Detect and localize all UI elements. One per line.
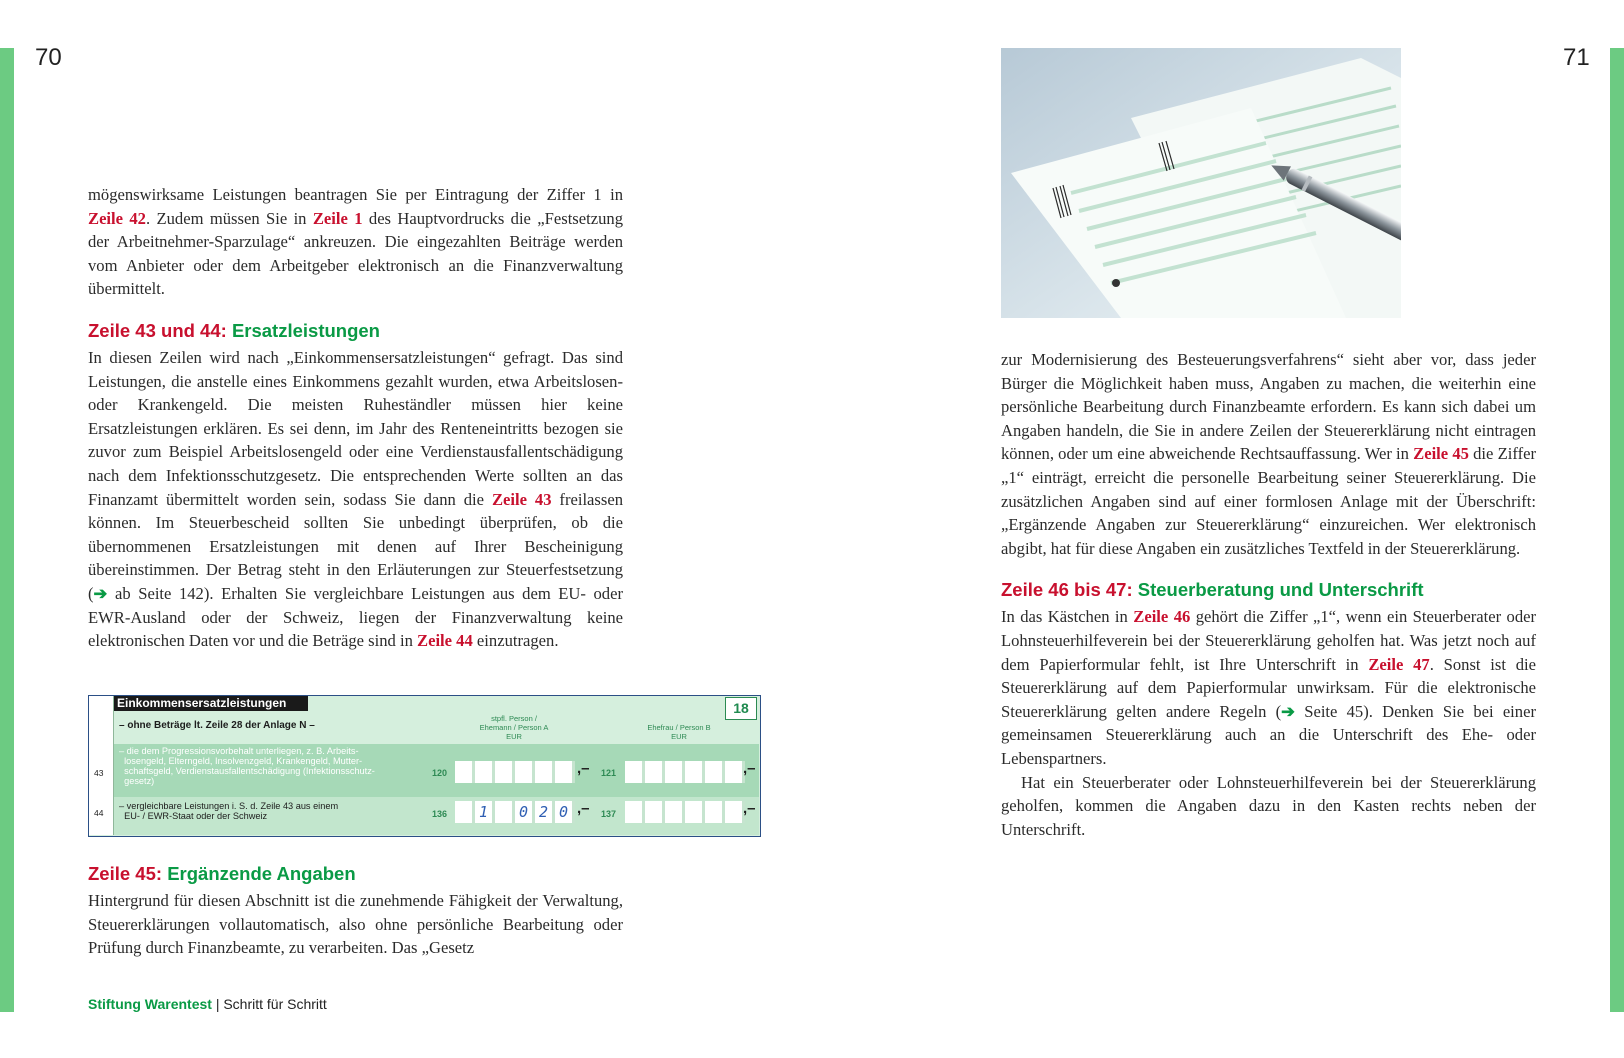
digit-box[interactable]	[665, 761, 685, 783]
text-run: In das Kästchen in	[1001, 607, 1134, 627]
text-run: In diesen Zeilen wird nach „Einkommensersatzleistungen“ gefragt. Das sind Leistungen, die anstelle eines Einkommens gezahlt wurden, etwa Arbeitslosen- oder Krankengeld. Die meisten Ruheständler müssen hier keine Ersatzleistungen erklären. Es sei denn, im Jahr des Renteneintritts bezogen sie zuvor zum Beispiel Arbeitslosengeld oder eine Verdienstausfallentschädigung nach dem Infektionsschutzgesetz. Die entsprechenden Werte sollten an das Finanzamt übermittelt worden sein, sodass Sie dann die	[88, 347, 623, 509]
heading-zeile-46-47: Zeile 46 bis 47: Steuerberatung und Unterschrift	[1001, 579, 1424, 601]
line-reference: Zeile 42	[88, 208, 146, 228]
tax-forms-pen-illustration	[1001, 48, 1401, 318]
line-reference: Zeile 44	[417, 631, 473, 651]
digit-box[interactable]: 0	[515, 801, 535, 823]
text-run: freilassen können. Im Steuerbescheid sollten Sie unbedingt überprüfen, ob die übernommenen Ersatzleistungen mit denen auf Ihrer Bescheinigung übereinstimmen. Der Betrag steht in den Erläuterungen zur Steuerfestsetzung (	[88, 489, 624, 603]
paragraph-unterschrift	[1001, 771, 1536, 842]
form-column-head-b: Ehefrau / Person B EUR	[647, 723, 711, 741]
form-suffix-136: ,–	[577, 800, 590, 817]
digit-box[interactable]	[455, 801, 475, 823]
form-suffix-120: ,–	[577, 760, 590, 777]
form-suffix-137: ,–	[743, 800, 756, 817]
text-run: Hintergrund für diesen Abschnitt ist die zunehmende Fähigkeit der Verwaltung, Steuererklärungen vollautomatisch, also ohne persönliche Bearbeitung oder Prüfung durch Finanzbeamte, zu verarbeiten. Das „Gesetz	[88, 891, 623, 958]
digit-box[interactable]	[495, 761, 515, 783]
digit-box[interactable]	[475, 761, 495, 783]
text-run: gehört die Ziffer „1“, wenn ein Steuerberater oder Lohnsteuerhilfeverein bei der Steuererklärung geholfen hat. Was jetzt noch auf dem Papierformular fehlt, ist Ihre Unterschrift in	[1001, 607, 1537, 674]
intro-paragraph	[88, 183, 623, 301]
digit-box[interactable]	[725, 801, 745, 823]
line-reference: Zeile 1	[312, 208, 363, 228]
page-number-right: 71	[1563, 44, 1590, 71]
paragraph-steuerberatung	[1001, 605, 1536, 770]
line-reference: Zeile 47	[1368, 654, 1430, 674]
form-section-number: 18	[725, 697, 757, 720]
text-run: zur Modernisierung des Besteuerungsverfahrens“ sieht aber vor, dass jeder Bürger die Möglichkeit haben muss, Angaben zu machen, die weiterhin eine persönliche Bearbeitung durch Finanzbeamte erfordern. Es kann sich dabei um Angaben handeln, die Sie in andere Zeilen der Steuererklärung nicht eintragen können, oder um eine abweichende Rechtsauffassung. Wer in	[1001, 350, 1536, 464]
form-field-137[interactable]	[625, 801, 745, 823]
text-run: Seite 45). Denken Sie bei einer gemeinsamen Steuererklärung auch an die Unterschrift des Ehe- oder Lebenspartners.	[1001, 701, 1536, 768]
right-column	[1001, 348, 1536, 841]
form-row-43-number: 43	[94, 768, 104, 778]
digit-box[interactable]	[645, 801, 665, 823]
page-number-left: 70	[35, 44, 62, 71]
form-suffix-121: ,–	[743, 760, 756, 777]
digit-box[interactable]	[555, 761, 575, 783]
footer-separator: |	[215, 996, 220, 1012]
digit-box[interactable]	[515, 761, 535, 783]
heading-zeile-43-44: Zeile 43 und 44: Ersatzleistungen	[88, 319, 380, 341]
right-page-edge-bar	[1610, 48, 1624, 1012]
text-run: Hat ein Steuerberater oder Lohnsteuerhilfeverein bei der Steuererklärung geholfen, kommen die Angaben dazu in den Kasten rechts neben der Unterschrift.	[1001, 772, 1536, 839]
form-row-43-text: – die dem Progressionsvorbehalt unterliegen, z. B. Arbeits- losengeld, Elterngeld, Insolvenzgeld, Krankengeld, Mutter- schaftsgeld, Verdienstausfallentschädigung (Infektionsschutz- gesetz)	[119, 746, 375, 786]
digit-box[interactable]: 2	[535, 801, 555, 823]
form-row-44-text: – vergleichbare Leistungen i. S. d. Zeile 43 aus einem EU- / EWR-Staat oder der Schweiz	[119, 801, 339, 821]
text-run: die Ziffer „1“ einträgt, erreicht die personelle Bearbeitung seiner Steuererklärung. Die zusätzlichen Angaben sind auf einer formlosen Anlage mit der Überschrift: „Ergänzende Angaben zur Steuererklärung“ einzureichen. Wer elektronisch abgibt, hat für diese Angaben ein zusätzliches Textfeld in der Steuererklärung.	[1001, 444, 1536, 558]
text-run: mögenswirksame Leistungen beantragen Sie per Eintragung der Ziffer 1 in	[88, 185, 623, 204]
heading-zeile-45: Zeile 45: Ergänzende Angaben	[88, 863, 356, 884]
line-reference: Zeile 45	[1413, 444, 1469, 464]
tax-form-excerpt	[88, 695, 761, 837]
digit-box[interactable]	[665, 801, 685, 823]
digit-box[interactable]	[455, 761, 475, 783]
form-code-137: 137	[601, 809, 617, 819]
footer-brand: Stiftung Warentest	[88, 996, 212, 1012]
line-reference: Zeile 46	[1133, 607, 1191, 627]
digit-box[interactable]	[625, 761, 645, 783]
digit-box[interactable]	[535, 761, 555, 783]
text-run: ab Seite 142). Erhalten Sie vergleichbare Leistungen aus dem EU- oder EWR-Ausland oder der Schweiz, liegen der Finanzverwaltung keine elektronischen Daten vor und die Beträge sind in	[88, 583, 623, 651]
paragraph-ergaenzende-angaben	[88, 889, 623, 960]
form-row-intro: – ohne Beträge lt. Zeile 28 der Anlage N –	[119, 720, 315, 731]
text-run: . Sonst ist die Steuererklärung auf dem Papierformular unwirksam. Für die elektronische Steuererklärung gelten andere Regeln (	[1001, 654, 1536, 721]
left-page-edge-bar	[0, 48, 14, 1012]
line-reference: Zeile 43	[491, 489, 552, 509]
text-run: . Zudem müssen Sie in	[145, 208, 313, 228]
form-row-44-number: 44	[94, 808, 104, 818]
text-run: einzutragen.	[472, 631, 559, 651]
tax-forms-photo	[1001, 48, 1401, 318]
digit-box[interactable]	[495, 801, 515, 823]
form-field-120[interactable]	[455, 761, 575, 783]
digit-box[interactable]	[725, 761, 745, 783]
form-field-136[interactable]	[455, 801, 575, 823]
digit-box[interactable]: 0	[555, 801, 575, 823]
paragraph-ersatzleistungen	[88, 346, 623, 653]
arrow-right-icon: ➔	[1281, 701, 1296, 721]
arrow-right-icon: ➔	[93, 583, 108, 603]
footer-series: Schritt für Schritt	[223, 996, 327, 1012]
digit-box[interactable]	[685, 801, 705, 823]
form-field-121[interactable]	[625, 761, 745, 783]
footer	[88, 996, 327, 1012]
left-column-bottom	[88, 846, 623, 960]
digit-box[interactable]	[705, 801, 725, 823]
digit-box[interactable]: 1	[475, 801, 495, 823]
text-run: des Hauptvordrucks die „Festsetzung der Arbeitnehmer-Sparzulage“ ankreuzen. Die eingezahlten Beiträge werden vom Anbieter oder dem Arbeitgeber elektronisch an die Finanzverwaltung übermittelt.	[88, 208, 623, 299]
form-code-136: 136	[432, 809, 448, 819]
digit-box[interactable]	[645, 761, 665, 783]
form-column-head-a: stpfl. Person / Ehemann / Person A EUR	[479, 714, 549, 741]
form-code-120: 120	[432, 768, 448, 778]
left-column-top	[88, 183, 623, 653]
digit-box[interactable]	[625, 801, 645, 823]
digit-box[interactable]	[705, 761, 725, 783]
form-code-121: 121	[601, 768, 617, 778]
digit-box[interactable]	[685, 761, 705, 783]
form-title: Einkommensersatzleistungen	[114, 696, 308, 711]
paragraph-continued	[1001, 348, 1536, 560]
